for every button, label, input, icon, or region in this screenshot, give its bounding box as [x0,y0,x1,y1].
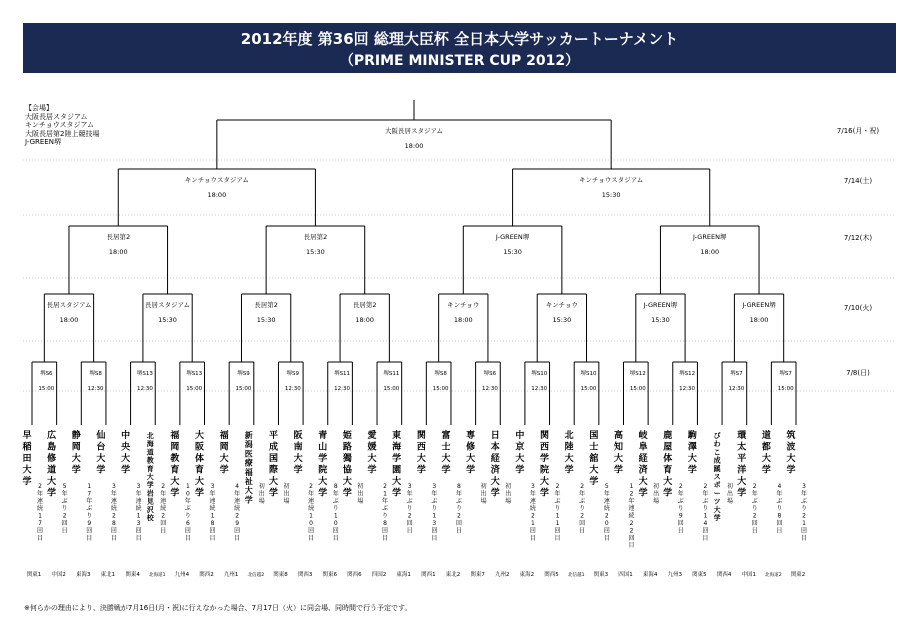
footnote: ※何らかの理由により、決勝戦が7月16日(月・祝)に行えなかった場合、7月17日（火）に同会場、同時間で行う予定です。 [24,604,412,612]
team-name: 阪南大学 [293,431,303,476]
venue-list-header: 【会場】 [25,104,53,112]
team-region: 東海4 [642,572,658,578]
team-name: 姫路獨協大学 [342,431,352,499]
team-region: 関東4 [125,572,140,578]
match-venue: キンチョウ [545,301,578,309]
team-name: 平成国際大学 [268,431,278,499]
venue-item: キンチョウスタジアム [25,121,95,130]
match-venue: キンチョウ [447,301,480,309]
team-region: 九州1 [223,572,239,578]
team-region: 四国2 [371,572,387,578]
team-record: 8 年ぶり 1 0 回目 [332,483,339,542]
match-time: 12:30 [334,386,350,392]
team-name: 鹿屋体育大学 [663,431,673,499]
team-record: 8 年ぶり 2 回目 [455,483,462,535]
team-record: 初出場 [283,483,290,505]
match-venue: 堺S11 [383,371,400,377]
match-venue: 堺S11 [334,371,351,377]
team-name: 環太平洋大学 [737,431,747,499]
team-region: 関西6 [347,572,362,578]
venue-item: 大阪長居スタジアム [25,112,88,121]
team-name: 仙台大学 [96,431,106,476]
team-region: 関東6 [322,572,337,578]
match-venue: 堺S13 [136,371,153,377]
match-time: 15:00 [186,386,203,392]
round-date-label: 7/10(火) [843,304,873,312]
team-name: 愛媛大学 [367,431,377,476]
match-time: 15:00 [235,386,252,392]
team-name: 道都大学 [761,431,771,476]
team-region: 東海2 [519,572,535,578]
team-name: 新潟医療福祉大学 [244,431,253,505]
match-time: 15:30 [651,316,670,324]
team-name: 国士舘大学 [589,431,599,487]
match-time: 18:00 [108,248,128,256]
team-record: 4 年ぶり 8 回目 [776,483,783,535]
team-record: 2 年連続 1 7 回目 [36,483,44,542]
match-time: 15:30 [158,316,177,324]
team-record: 1 7 年ぶり 9 回目 [86,483,93,542]
team-record: 5 年ぶり 2 回目 [61,483,68,535]
team-region: 関東5 [692,572,707,578]
team-record: 3 年連続 1 8 回目 [209,483,216,542]
team-name: 駒澤大学 [687,431,697,476]
team-record: 3 年連続 2 8 回目 [110,483,117,542]
match-venue: 堺S10 [531,371,548,377]
team-record: 2 年ぶり 2 回目 [751,483,758,535]
team-record: 3 年ぶり 2 1 回目 [800,483,808,542]
match-venue: 堺S9 [286,371,300,377]
team-name: 北陸大学 [564,431,574,476]
team-region: 関西5 [544,572,559,578]
match-venue: 長居第2 [254,301,278,309]
match-venue: 長居第2 [352,301,377,309]
team-record: 2 年連続 2 回目 [160,483,167,535]
match-time: 12:30 [531,386,548,392]
team-name: 早稲田大学 [22,431,32,487]
match-venue: 長居第2 [303,233,328,241]
team-name: 専修大学 [466,431,476,476]
match-venue: J-GREEN堺 [643,301,678,309]
team-record: 初出場 [480,483,487,505]
team-record: 初出場 [653,483,660,505]
team-region: 関東7 [470,572,485,578]
round-date-label: 7/16(月・祝) [836,127,880,135]
match-time: 12:30 [679,386,696,392]
team-region: 東北2 [445,572,461,578]
venue-item: J-GREEN堺 [25,138,61,147]
match-venue: 堺S12 [679,371,696,377]
team-region: 北海道2 [764,573,782,578]
match-venue: 堺S9 [237,371,250,377]
team-record: 1 2 年連続 2 2 回目 [628,483,635,550]
team-region: 中国2 [51,572,66,578]
match-venue: 堺S7 [730,371,743,377]
team-name: 筑波大学 [786,431,796,476]
match-time: 12:30 [728,386,745,392]
page-subtitle: （PRIME MINISTER CUP 2012） [339,53,580,69]
match-venue: 堺S6 [483,371,497,377]
team-name: 関西大学 [416,431,426,476]
team-name: 岐阜経済大学 [638,431,648,499]
team-name: びわこ成蹊スポーツ大学 [713,432,721,522]
match-time: 18:00 [700,248,720,256]
team-record: 2 年連続 1 0 回目 [308,483,315,542]
team-record: 初出場 [357,483,364,505]
match-time: 15:00 [383,386,400,392]
match-venue: 堺S12 [629,371,646,377]
match-venue: 堺S8 [89,371,102,377]
team-name: 中京大学 [515,431,525,476]
team-region: 東海3 [76,572,91,578]
team-region: 東北1 [100,572,116,578]
team-region: 関西3 [297,572,313,578]
match-time: 15:30 [503,248,522,256]
match-time: 12:30 [482,386,498,392]
team-region: 北海道1 [148,573,166,578]
team-name: 東海学園大学 [392,431,402,499]
team-region: 九州3 [667,572,683,578]
team-record: 3 年連続 2 1 回目 [529,483,536,542]
team-record: 5 年連続 2 0 回目 [603,483,610,542]
team-region: 関西1 [421,572,436,578]
team-record: 2 年ぶり 2 回目 [579,483,586,535]
match-venue: 堺S8 [434,371,447,377]
team-region: 東海1 [396,572,411,578]
match-venue: 堺S10 [580,371,597,377]
team-region: 関西2 [199,572,214,578]
match-venue: 大阪長居スタジアム [384,127,444,135]
team-name: 福岡大学 [219,431,229,476]
match-venue: J-GREEN堺 [693,233,727,241]
match-venue: キンチョウスタジアム [579,176,644,184]
match-time: 18:00 [355,316,375,324]
team-name: 福岡教育大学 [170,431,180,499]
team-region: 九州4 [174,572,190,578]
team-record: 初出場 [258,483,265,505]
team-name: 中央大学 [121,431,131,476]
team-record: 4 年連続 2 9 回目 [234,483,241,542]
team-name: 広島修道大学 [47,431,57,499]
match-time: 15:30 [601,191,621,199]
team-region: 関西4 [716,572,732,578]
team-region: 関東1 [26,572,42,578]
team-region: 中国1 [741,572,756,578]
match-venue: 長居スタジアム [46,301,92,309]
match-time: 18:00 [404,142,424,150]
match-time: 15:00 [38,386,55,392]
team-name: 青山学院大学 [318,431,328,499]
match-venue: キンチョウスタジアム [184,176,249,184]
match-time: 15:00 [580,386,597,392]
team-name: 北海道教育大学岩見沢校 [146,432,154,522]
match-time: 15:30 [552,316,572,324]
match-time: 15:30 [306,248,325,256]
team-name: 日本経済大学 [490,431,500,499]
team-record: 2 年ぶり 9 回目 [677,483,684,535]
round-date-label: 7/14(土) [843,177,873,185]
team-region: 関東8 [273,572,288,578]
team-name: 高知大学 [613,431,623,476]
team-region: 北信越2 [247,573,265,578]
match-time: 12:30 [136,386,153,392]
team-record: 1 0 年ぶり 6 回目 [184,483,191,542]
team-record: 2 1 年ぶり 8 回目 [382,483,389,542]
match-venue: 堺S6 [40,371,53,377]
match-time: 15:00 [777,386,794,392]
team-region: 関東3 [593,572,609,578]
round-date-label: 7/12(木) [843,234,873,242]
team-record: 3 年ぶり 2 回目 [406,483,413,535]
match-time: 12:30 [87,386,104,392]
team-name: 静岡大学 [71,431,81,476]
team-record: 2 年ぶり 1 4 回目 [702,483,709,542]
team-record: 3 年ぶり 1 3 回目 [431,483,438,542]
team-record: 初出場 [727,483,734,505]
venue-item: 大阪長居第2陸上競技場 [25,129,100,138]
team-region: 四国1 [618,572,633,578]
team-name: 大阪体育大学 [195,431,205,499]
match-time: 18:00 [453,316,473,324]
match-time: 18:00 [749,316,769,324]
round-date-label: 7/8(日) [846,369,870,377]
team-region: 北信越1 [567,573,585,578]
match-time: 15:00 [432,386,449,392]
match-venue: 長居第2 [106,233,131,241]
team-record: 3 年連続 1 3 回目 [135,483,142,542]
match-venue: J-GREEN堺 [495,233,530,241]
match-venue: 堺S13 [186,371,203,377]
page-title: 2012年度 第36回 総理大臣杯 全日本大学サッカートーナメント [240,30,679,48]
match-time: 18:00 [59,316,79,324]
match-time: 15:30 [256,316,276,324]
team-name: 富士大学 [441,431,451,476]
team-record: 2 年ぶり 1 1 回目 [554,483,561,542]
match-venue: 長居スタジアム [145,301,191,309]
team-region: 関東2 [790,572,806,578]
match-venue: J-GREEN堺 [742,301,776,309]
team-record: 初出場 [505,483,512,505]
match-time: 15:00 [629,386,646,392]
team-name: 関西学院大学 [540,431,550,499]
team-region: 九州2 [495,572,510,578]
match-venue: 堺S7 [779,371,792,377]
match-time: 12:30 [284,386,301,392]
match-time: 18:00 [207,191,227,199]
